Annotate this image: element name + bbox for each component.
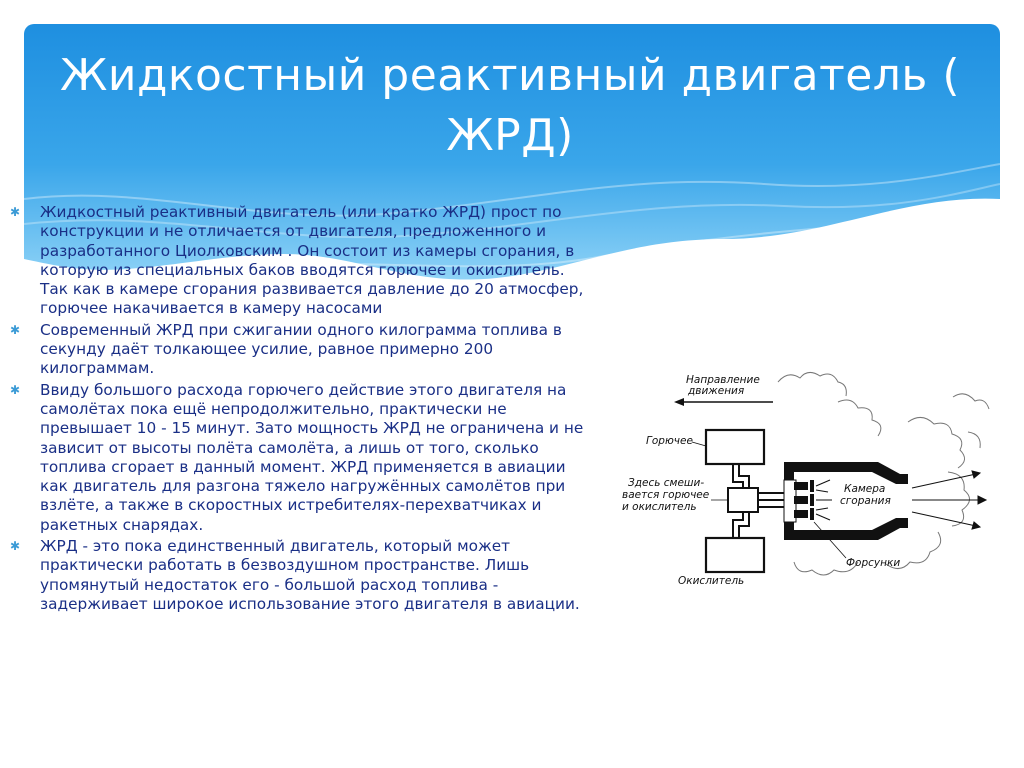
bullet-text: Жидкостный реактивный двигатель (или кратко ЖРД) прост по конструкции и не отличается от двигателя, предложенного и разработанного Циолковским . Он состоит из камеры сгорания, в которую из специальных баков вводятся горючее и окислитель. Так как в камере сгорания развивается давление до 20 атмосфер, горючее накачивается в камеру насосами	[40, 203, 584, 318]
fuel-tank	[706, 430, 764, 464]
label-mixing-line3: и окислитель	[622, 501, 697, 513]
label-injectors: Форсунки	[846, 557, 901, 569]
bullet-text: Современный ЖРД при сжигании одного килограмма топлива в секунду даёт толкающее усилие, равное примерно 200 килограммам.	[40, 320, 562, 378]
asterisk-bullet-icon: ✱	[10, 205, 21, 219]
injector-pipes	[758, 493, 784, 507]
bullet-item	[10, 321, 590, 379]
bullet-item	[10, 381, 590, 535]
engine-diagram	[608, 362, 1008, 592]
label-oxidizer: Окислитель	[678, 575, 745, 587]
engine-diagram-drawing	[608, 362, 1008, 592]
asterisk-bullet-icon: ✱	[10, 539, 21, 554]
label-mixing-line1: Здесь смеши-	[628, 477, 705, 489]
slide-title: Жидкостный реактивный двигатель ( ЖРД)	[59, 50, 961, 161]
bullet-text: ЖРД - это пока единственный двигатель, который может практически работать в безвоздушном пространстве. Лишь упомянутый недостаток его - большой расход топлива - задерживает широкое использование этого двигателя в авиации.	[40, 537, 580, 613]
label-mixing-line2: вается горючее	[622, 489, 710, 501]
label-chamber-line2: сгорания	[840, 495, 891, 507]
label-chamber-line1: Камера	[844, 483, 886, 495]
label-fuel: Горючее	[646, 435, 693, 447]
bullet-item	[10, 203, 590, 319]
label-direction-line2: движения	[688, 385, 745, 397]
asterisk-bullet-icon: ✱	[10, 322, 21, 337]
label-direction-line1: Направление	[686, 374, 760, 386]
injectors	[794, 480, 814, 520]
bullet-item	[10, 537, 590, 614]
direction-arrow	[674, 398, 773, 406]
exhaust-arrows	[912, 471, 986, 529]
asterisk-bullet-icon: ✱	[10, 382, 21, 397]
mixing-block	[728, 488, 758, 512]
bullet-list	[10, 203, 590, 616]
bullet-text: Ввиду большого расхода горючего действие этого двигателя на самолётах пока ещё непродолжительно, практически не превышает 10 - 15 минут. Зато мощность ЖРД не ограничена и не зависит от высоты полёта самолёта, а лишь от того, сколько топлива сгорает в данный момент. ЖРД применяется в авиации как двигатель для разгона тяжело нагружённых самолётов при взлёте, а также в скоростных истребителях-перехватчиках и ракетных снарядах.	[40, 380, 584, 534]
oxidizer-tank	[706, 538, 764, 572]
